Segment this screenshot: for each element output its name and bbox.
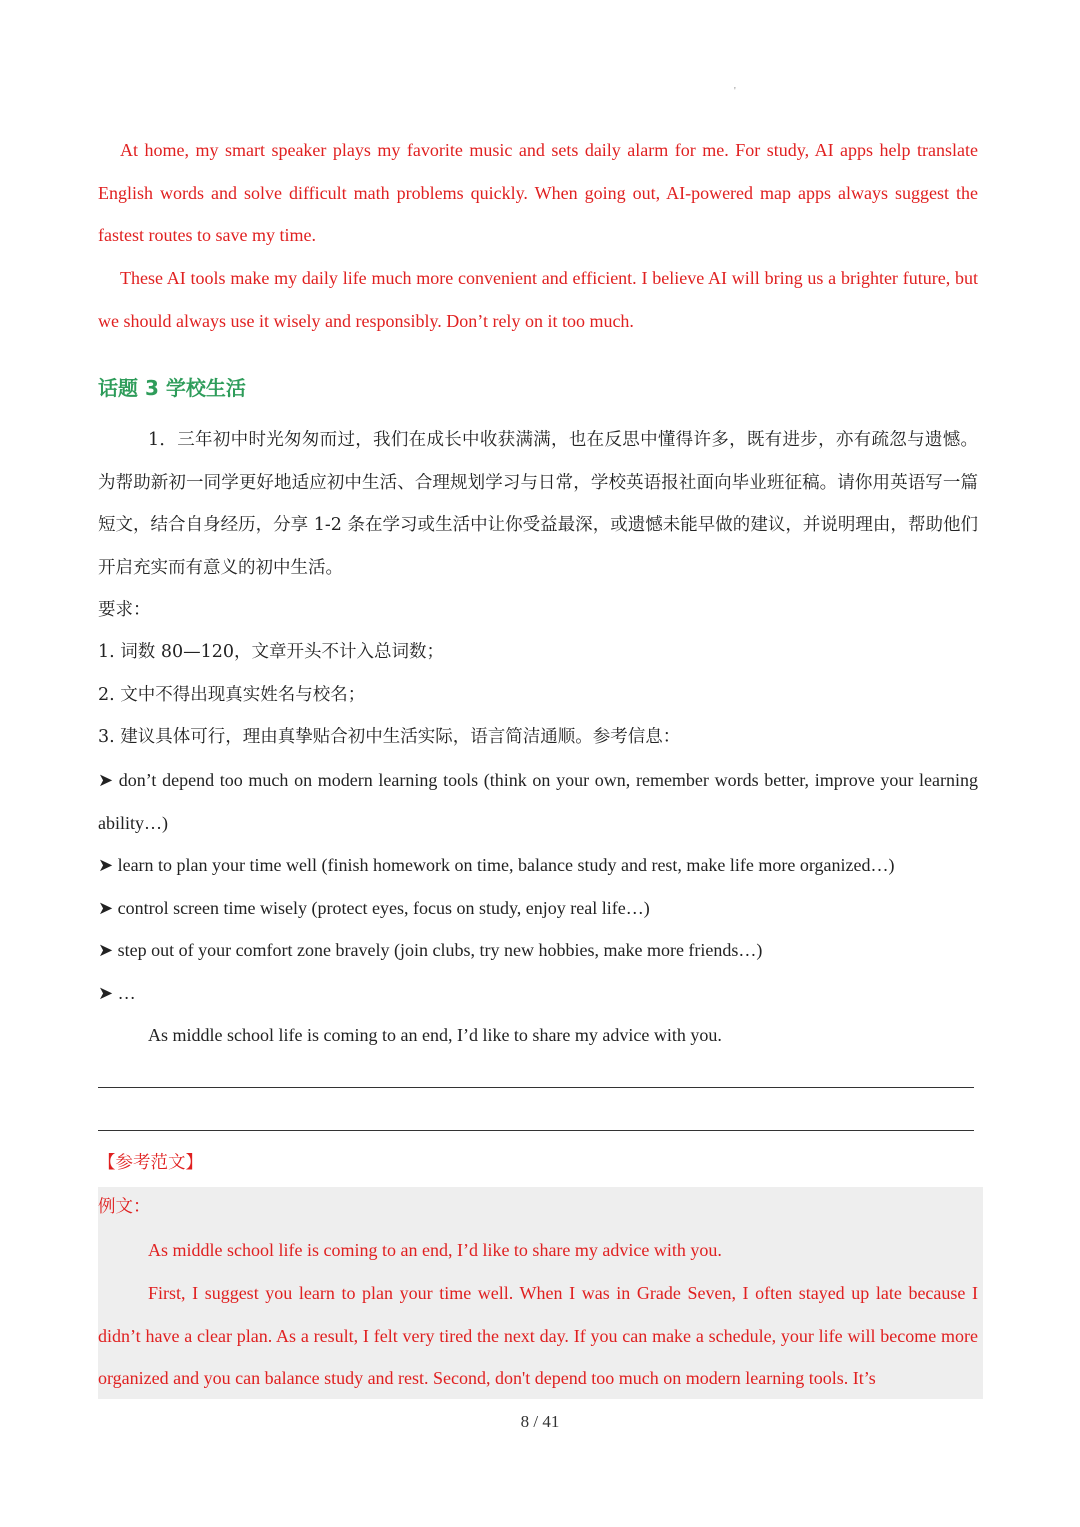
- reference-label: 【参考范文】: [98, 1153, 203, 1173]
- answer-line: [98, 1130, 974, 1131]
- top-mark: ': [734, 86, 736, 97]
- reference-bullet: ➤ …: [98, 983, 136, 1003]
- topic-heading: 话题 3 学校生活: [98, 376, 246, 400]
- reference-bullet: ➤ learn to plan your time well (finish homework on time, balance study and rest, make life more organized…): [98, 855, 895, 875]
- essay-opening: As middle school life is coming to an end, I’d like to share my advice with you.: [148, 1025, 722, 1045]
- answer-line: [98, 1087, 974, 1088]
- requirement-item: 1. 词数 80—120，文章开头不计入总词数；: [98, 642, 444, 662]
- reference-bullet: ➤ step out of your comfort zone bravely (join clubs, try new hobbies, make more friends…): [98, 940, 763, 960]
- page-number: 8 / 41: [520, 1412, 560, 1431]
- prev-essay-paragraph-1: At home, my smart speaker plays my favorite music and sets daily alarm for me. For study, AI apps help translate English words and solve difficult math problems quickly. When going out, AI-powered map apps always suggest the fastest routes to save my time.: [98, 140, 978, 245]
- example-label: 例文：: [98, 1197, 151, 1217]
- task-prompt: 1．三年初中时光匆匆而过，我们在成长中收获满满，也在反思中懂得许多，既有进步，亦有疏忽与遗憾。为帮助新初一同学更好地适应初中生活、合理规划学习与日常，学校英语报社面向毕业班征稿。请你用英语写一篇短文，结合自身经历，分享 1-2 条在学习或生活中让你受益最深，或遗憾未能早做的建议，并说明理由，帮助他们开启充实而有意义的初中生活。: [98, 430, 978, 578]
- reference-bullet: ➤ control screen time wisely (protect eyes, focus on study, enjoy real life…): [98, 898, 650, 918]
- requirements-label: 要求：: [98, 600, 151, 620]
- reference-bullet: ➤ don’t depend too much on modern learning tools (think on your own, remember words better, improve your learning ability…): [98, 770, 978, 833]
- reference-paragraph-2: First, I suggest you learn to plan your time well. When I was in Grade Seven, I often stayed up late because I didn’t have a clear plan. As a result, I felt very tired the next day. If you can make a schedule, your life will become more organized and you can balance study and rest. Second, don't depend too much on modern learning tools. It’s: [98, 1283, 978, 1388]
- reference-paragraph-1: As middle school life is coming to an end, I’d like to share my advice with you.: [148, 1240, 722, 1260]
- prev-essay-paragraph-2: These AI tools make my daily life much more convenient and efficient. I believe AI will bring us a brighter future, but we should always use it wisely and responsibly. Don’t rely on it too much.: [98, 268, 978, 331]
- requirement-item: 3. 建议具体可行，理由真挚贴合初中生活实际，语言简洁通顺。参考信息：: [98, 727, 681, 747]
- requirement-item: 2. 文中不得出现真实姓名与校名；: [98, 685, 366, 705]
